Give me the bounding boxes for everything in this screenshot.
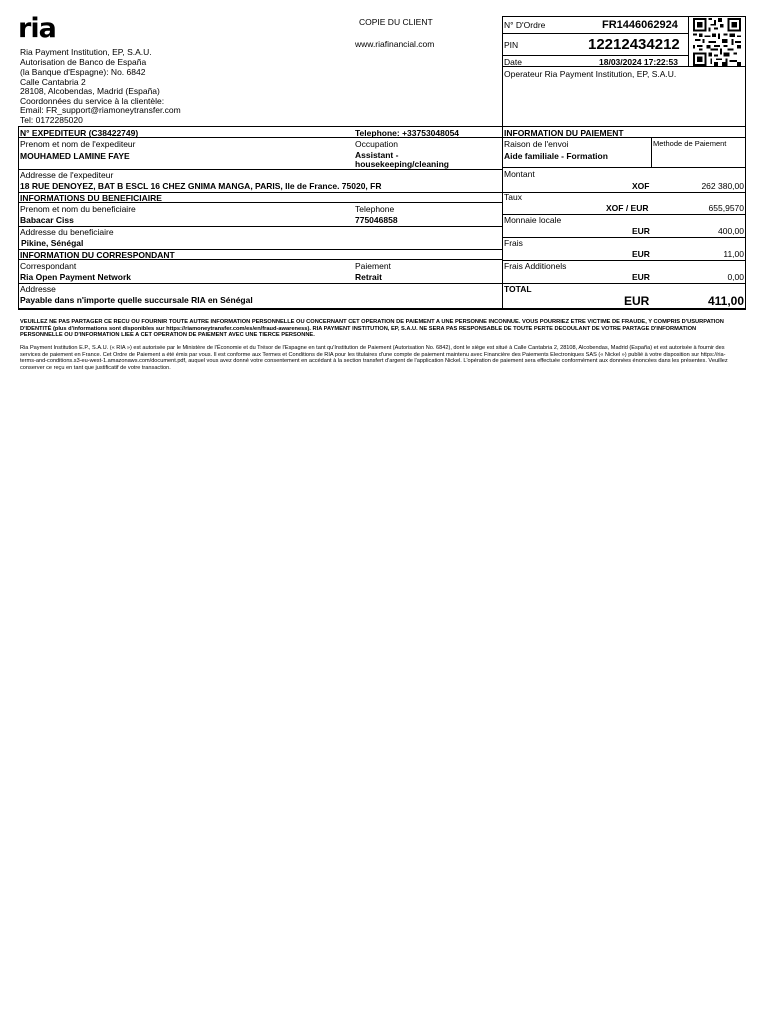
rule	[18, 259, 502, 260]
fees-currency: EUR	[632, 249, 650, 259]
rule	[502, 55, 688, 56]
rule	[745, 16, 746, 310]
fees-label: Frais	[504, 238, 523, 248]
beneficiary-name-label: Prenom et nom du beneficiaire	[20, 204, 136, 214]
local-currency-label: Monnaie locale	[504, 215, 562, 225]
method-label: Methode de Paiement	[653, 139, 727, 148]
company-line: 28108, Alcobendas, Madrid (España)	[20, 86, 160, 96]
amount-label: Montant	[504, 169, 535, 179]
payment-type-value: Retrait	[355, 272, 382, 282]
company-line: Calle Cantabria 2	[20, 77, 86, 87]
local-value: 400,00	[718, 226, 744, 236]
occupation-value: Assistant -	[355, 150, 399, 160]
rule	[502, 283, 746, 284]
rule	[688, 16, 689, 67]
rule	[18, 283, 502, 284]
sender-name-value: MOUHAMED LAMINE FAYE	[20, 151, 130, 161]
reason-label: Raison de l'envoi	[504, 139, 569, 149]
sender-phone: Telephone: +33753048054	[355, 128, 460, 138]
beneficiary-address-label: Addresse du beneficiaire	[20, 227, 114, 237]
rule	[18, 308, 746, 310]
company-line: Coordonnées du service à la clientèle:	[20, 96, 165, 106]
operator-label: Operateur Ria Payment Institution, EP, S.A.U.	[504, 69, 677, 79]
company-phone: Tel: 0172285020	[20, 115, 83, 125]
pin-number: 12212434212	[588, 36, 680, 53]
pin-label: PIN	[504, 40, 519, 50]
rate-label: Taux	[504, 192, 522, 202]
rule	[502, 16, 746, 17]
order-label: N° D'Ordre	[504, 20, 546, 30]
rule	[502, 237, 746, 238]
correspondent-value: Ria Open Payment Network	[20, 272, 132, 282]
payment-section-title: INFORMATION DU PAIEMENT	[504, 128, 624, 138]
occupation-label: Occupation	[355, 139, 398, 149]
extra-fees-value: 0,00	[727, 272, 744, 282]
rule	[18, 202, 502, 203]
correspondent-section-title: INFORMATION DU CORRESPONDANT	[20, 250, 175, 260]
rule	[502, 33, 688, 34]
company-line: (la Banque d'Espagne): No. 6842	[20, 67, 146, 77]
correspondent-label: Correspondant	[20, 261, 77, 271]
rule	[18, 126, 746, 127]
website-link[interactable]: www.riafinancial.com	[355, 39, 435, 49]
rule	[502, 167, 746, 168]
rule	[502, 16, 503, 310]
qr-code-icon	[692, 18, 742, 66]
date-value: 18/03/2024 17:22:53	[599, 57, 678, 67]
occupation-value-cont: housekeeping/cleaning	[355, 159, 449, 169]
fees-value: 11,00	[723, 249, 744, 259]
correspondent-address-label: Addresse	[20, 284, 56, 294]
reason-value: Aide familiale - Formation	[504, 151, 608, 161]
company-line: Autorisation de Banco de España	[20, 57, 147, 67]
local-currency: EUR	[632, 226, 650, 236]
fraud-warning: VEUILLEZ NE PAS PARTAGER CE RECU OU FOURNIR TOUTE AUTRE INFORMATION PERSONNELLE OU CONCERNANT CET OPERATION DE PAIEMENT A UNE PERSONNE INCONNUE. VOUS POURRIEZ ETRE VICTIME DE FRAUDE, Y COMPRIS D'USURPATION D'IDENTITÉ (plus d'informations sont disponibles sur https://riamoneytransfer.com/es/en/fraud-awareness). RIA PAYMENT INSTITUTION, EP, S.A.U. NE SERA PAS RESPONSABLE DE TOUTE PERTE DECOULANT DE VOTRE PARTAGE D'INFORMATION PERSONNELLE OU D'INFORMATION LIEE A CET OPERATION DE PAIEMENT AVEC UNE TIERCE PERSONNE.	[20, 319, 724, 339]
sender-name-label: Prenom et nom de l'expediteur	[20, 139, 136, 149]
total-currency: EUR	[624, 294, 650, 308]
beneficiary-address-value: Pikine, Sénégal	[21, 238, 84, 248]
sender-address-value: 18 RUE DENOYEZ, BAT B ESCL 16 CHEZ GNIMA MANGA, PARIS, Ile de France. 75020, FR	[20, 181, 382, 191]
beneficiary-phone-value: 775046858	[355, 215, 398, 225]
ria-logo: ria	[18, 13, 56, 44]
order-number: FR1446062924	[602, 19, 678, 31]
extra-fees-label: Frais Additionels	[504, 261, 567, 271]
sender-section-title: N° EXPEDITEUR (C38422749)	[20, 128, 139, 138]
total-label: TOTAL	[504, 284, 532, 294]
date-label: Date	[504, 57, 522, 67]
rate-value: 655,9570	[708, 203, 744, 213]
total-value: 411,00	[707, 294, 744, 308]
beneficiary-phone-label: Telephone	[355, 204, 395, 214]
amount-value: 262 380,00	[701, 181, 744, 191]
sender-address-label: Addresse de l'expediteur	[20, 170, 114, 180]
terms-text: Ria Payment Institution E.P., S.A.U. (« RIA ») est autorisée par le Ministère de l'Économie et du Trésor de l'Espagne en tant qu'Institution de Paiement (Autorisation No. 6842), dont le siège est situé à Calle Cantabria 2, 28108, Alcobendas, Madrid (España) et est autorisée à fournir des services de paiement en France. Cet Ordre de Paiement a été émis par vous. Il est conforme aux Termes et Conditions de RIA pour les titulaires d'une compte de paiement maintenu avec Financière des Paiements Electroniques SAS (« Nickel ») publié à votre disposition sur https://ria-terms-and-conditions.s3-eu-west-1.amazonaws.com/document.pdf, auquel vous avez donné votre consentement en accédant à la section transfert d'argent de l'application Nickel. L'opération de paiement sera effectuée conformément aux données énoncées dans les présentes. Veuillez conserver ce reçu en tant que justificatif de votre transaction.	[20, 345, 728, 371]
rate-currency: XOF / EUR	[606, 203, 649, 213]
payment-type-label: Paiement	[355, 261, 391, 271]
beneficiary-name-value: Babacar Ciss	[20, 215, 74, 225]
correspondent-address-value: Payable dans n'importe quelle succursale RIA en Sénégal	[20, 295, 253, 305]
beneficiary-section-title: INFORMATIONS DU BENEFICIAIRE	[20, 193, 162, 203]
company-line: Ria Payment Institution, EP, S.A.U.	[20, 47, 152, 57]
rule	[502, 192, 746, 193]
copy-label: COPIE DU CLIENT	[359, 17, 433, 27]
company-email: Email: FR_support@riamoneytransfer.com	[20, 105, 181, 115]
extra-fees-currency: EUR	[632, 272, 650, 282]
rule	[651, 137, 652, 167]
amount-currency: XOF	[632, 181, 650, 191]
